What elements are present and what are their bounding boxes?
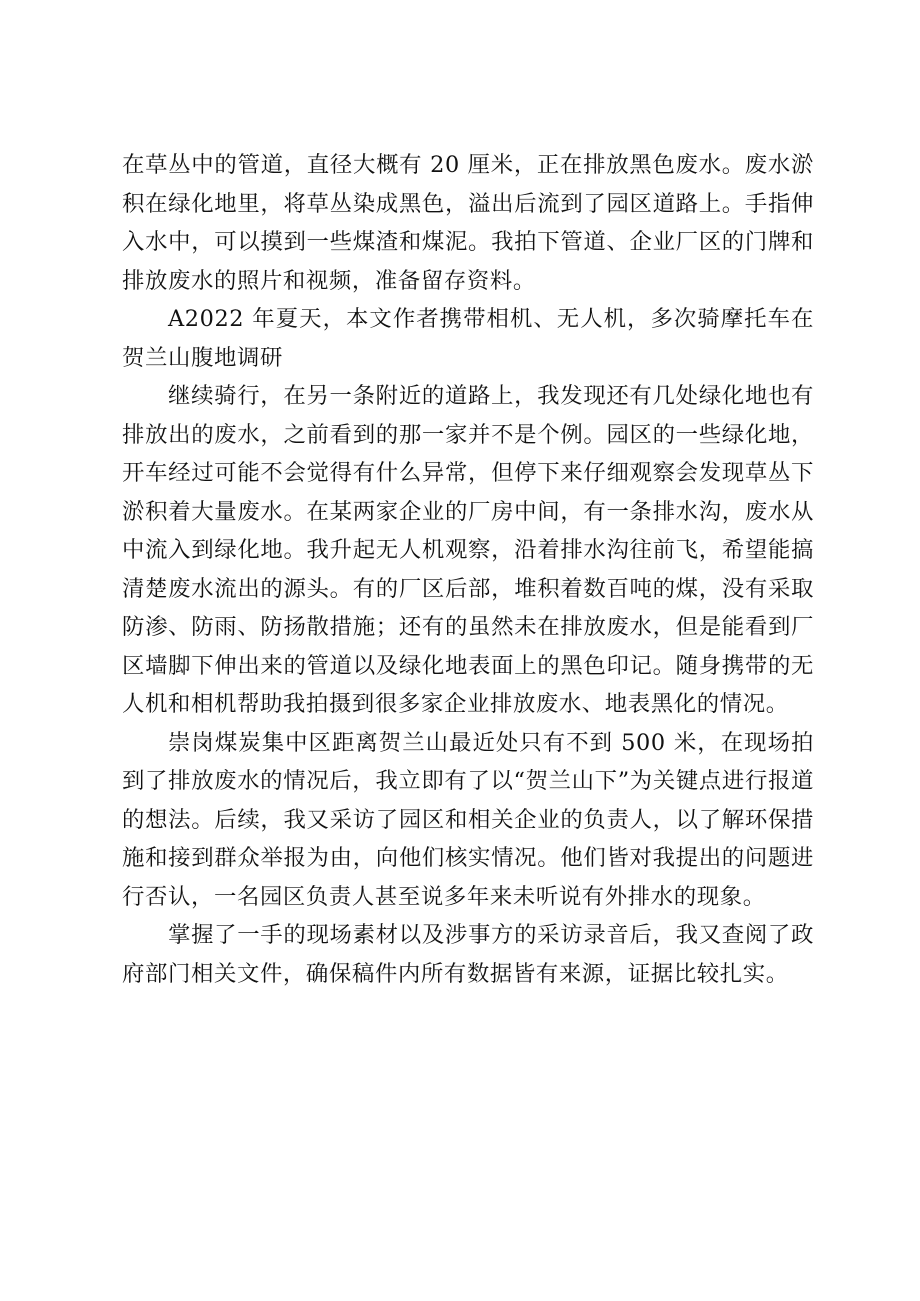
paragraph-continuation: 在草丛中的管道，直径大概有 20 厘米，正在排放黑色废水。废水淤积在绿化地里，将草丛染成黑色，溢出后流到了园区道路上。手指伸入水中，可以摸到一些煤渣和煤泥。我拍下管道、企业厂区的门牌和排放废水的照片和视频，准备留存资料。 <box>122 152 814 294</box>
paragraph: 崇岗煤炭集中区距离贺兰山最近处只有不到 500 米，在现场拍到了排放废水的情况后，我立即有了以“贺兰山下”为关键点进行报道的想法。后续，我又采访了园区和相关企业的负责人，以了解环保措施和接到群众举报为由，向他们核实情况。他们皆对我提出的问题进行否认，一名园区负责人甚至说多年来未听说有外排水的现象。 <box>122 729 814 910</box>
document-body <box>122 146 814 993</box>
paragraph: 掌握了一手的现场素材以及涉事方的采访录音后，我又查阅了政府部门相关文件，确保稿件内所有数据皆有来源，证据比较扎实。 <box>122 922 814 987</box>
paragraph-photo-caption: A2022 年夏天，本文作者携带相机、无人机，多次骑摩托车在贺兰山腹地调研 <box>122 306 814 371</box>
paragraph: 继续骑行，在另一条附近的道路上，我发现还有几处绿化地也有排放出的废水，之前看到的那一家并不是个例。园区的一些绿化地，开车经过可能不会觉得有什么异常，但停下来仔细观察会发现草丛下淤积着大量废水。在某两家企业的厂房中间，有一条排水沟，废水从中流入到绿化地。我升起无人机观察，沿着排水沟往前飞，希望能搞清楚废水流出的源头。有的厂区后部，堆积着数百吨的煤，没有采取防渗、防雨、防扬散措施；还有的虽然未在排放废水，但是能看到厂区墙脚下伸出来的管道以及绿化地表面上的黑色印记。随身携带的无人机和相机帮助我拍摄到很多家企业排放废水、地表黑化的情况。 <box>122 383 814 717</box>
